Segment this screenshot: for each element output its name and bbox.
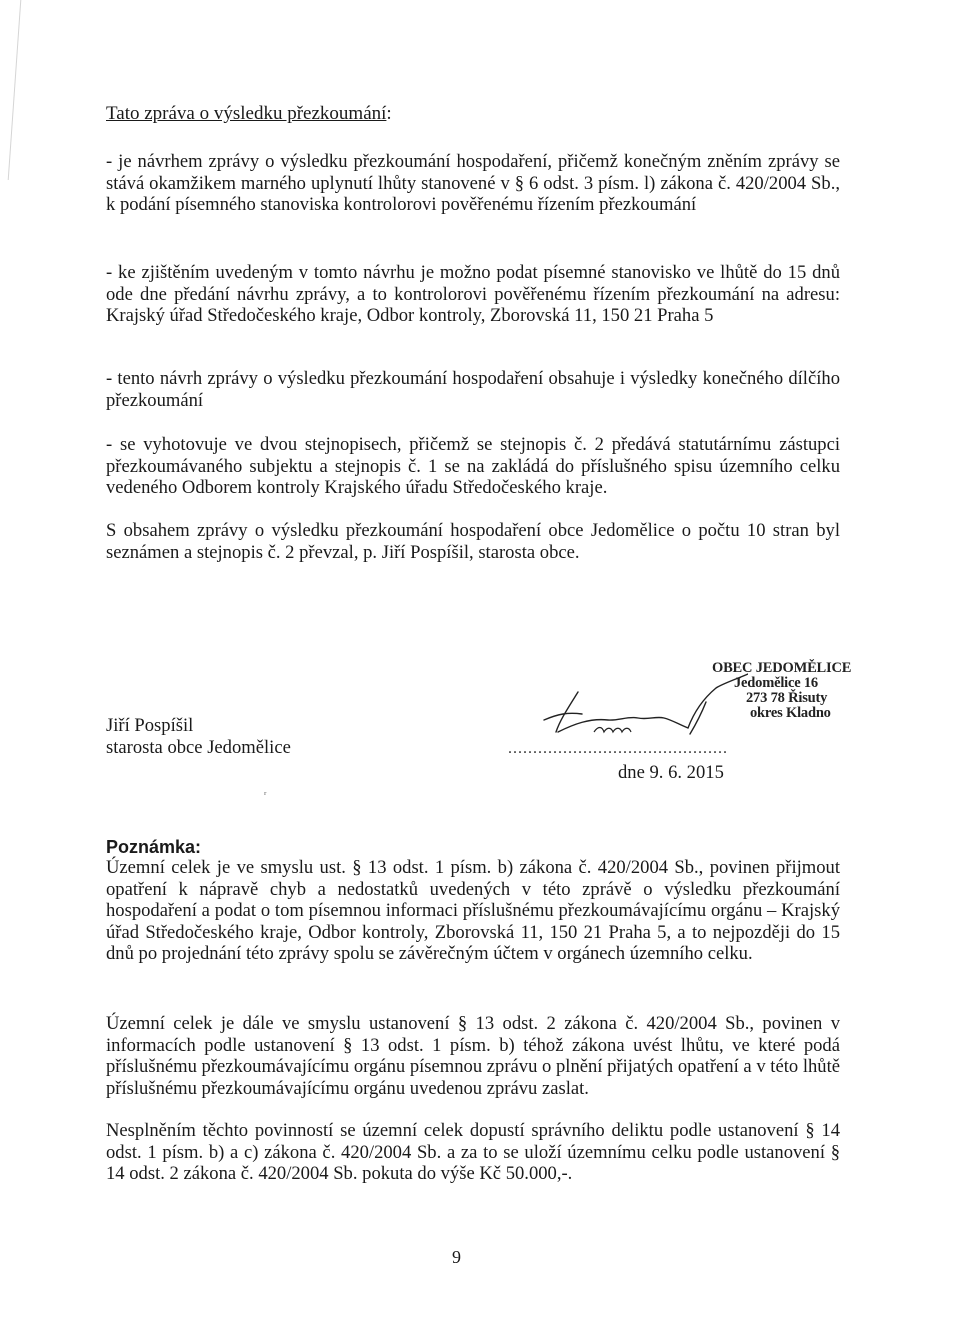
paragraph-partial-review: - tento návrh zprávy o výsledku přezkoumání hospodaření obsahuje i výsledky konečného dílčího přezkoumání bbox=[106, 368, 840, 411]
stamp-line-3: 273 78 Řisuty bbox=[746, 690, 828, 706]
title-text: Tato zpráva o výsledku přezkoumání bbox=[106, 103, 387, 124]
stray-mark: ʳ bbox=[264, 789, 267, 801]
stamp-line-4: okres Kladno bbox=[750, 705, 831, 721]
title-colon: : bbox=[386, 103, 392, 124]
note-paragraph-1: Územní celek je ve smyslu ust. § 13 odst. 1 písm. b) zákona č. 420/2004 Sb., povinen přijmout opatření k nápravě chyb a nedostatků uvedených v této zprávě o výsledku přezkoumání hospodaření a podat o tom písemnou informaci příslušnému přezkoumávajícímu orgánu – Krajský úřad Středočeského kraje, Odbor kontroly, Zborovská 11, 150 21 Praha 5, a to nejpozději do 15 dnů po projednání této zprávy spolu se závěrečným účtem v orgánech územního celku. bbox=[106, 857, 840, 964]
paragraph-draft-status: - je návrhem zprávy o výsledku přezkoumání hospodaření, přičemž konečným zněním zprávy se stává okamžikem marného uplynutí lhůty stanovené v § 6 odst. 3 písm. l) zákona č. 420/2004 Sb., k podání písemného stanoviska kontrolorovi pověřenému řízením přezkoumání bbox=[106, 151, 840, 215]
page-number: 9 bbox=[452, 1247, 461, 1267]
signature-date: dne 9. 6. 2015 bbox=[618, 762, 724, 783]
note-paragraph-2: Územní celek je dále ve smyslu ustanovení § 13 odst. 2 zákona č. 420/2004 Sb., povinen v informacích podle ustanovení § 13 odst. 1 písm. b) téhož zákona uvést lhůtu, ve které podá příslušnému přezkoumávajícímu orgánu písemnou zprávu o plnění přijatých opatření a v této lhůtě příslušnému přezkoumávajícímu orgánu uvedenou zprávu zaslat. bbox=[106, 1013, 840, 1099]
paragraph-copies: - se vyhotovuje ve dvou stejnopisech, přičemž se stejnopis č. 2 předává statutárnímu zástupci přezkoumávaného subjektu a stejnopis č. 1 se na zakládá do příslušného spisu územního celku vedeného Odborem kontroly Krajského úřadu Středočeského kraje. bbox=[106, 434, 840, 498]
signature-line: ............................................ bbox=[508, 740, 728, 757]
note-heading: Poznámka: bbox=[106, 837, 202, 857]
signatory-role: starosta obce Jedomělice bbox=[106, 737, 291, 758]
stamp-line-2: Jedomělice 16 bbox=[734, 675, 818, 691]
note-paragraph-3: Nesplněním těchto povinností se územní celek dopustí správního deliktu podle ustanovení § 14 odst. 1 písm. b) a c) zákona č. 420/2004 Sb. a za to se uloží územnímu celku podle ustanovení § 14 odst. 2 zákona č. 420/2004 Sb. pokuta do výše Kč 50.000,-. bbox=[106, 1120, 840, 1184]
paragraph-statement-deadline: - ke zjištěním uvedeným v tomto návrhu je možno podat písemné stanovisko ve lhůtě do 15 dnů ode dne předání návrhu zprávy, a to kontrolorovi pověřenému řízením přezkoumání na adresu: Krajský úřad Středočeského kraje, Odbor kontroly, Zborovská 11, 150 21 Praha 5 bbox=[106, 262, 840, 326]
signatory-name: Jiří Pospíšil bbox=[106, 715, 194, 736]
page-edge-mark bbox=[0, 0, 21, 180]
stamp-line-1: OBEC JEDOMĚLICE bbox=[712, 660, 852, 676]
signatory-block bbox=[106, 715, 291, 759]
handwritten-signature bbox=[538, 672, 748, 742]
paragraph-acknowledgement: S obsahem zprávy o výsledku přezkoumání hospodaření obce Jedomělice o počtu 10 stran byl seznámen a stejnopis č. 2 převzal, p. Jiří Pospíšil, starosta obce. bbox=[106, 520, 840, 563]
document-title bbox=[106, 103, 840, 125]
